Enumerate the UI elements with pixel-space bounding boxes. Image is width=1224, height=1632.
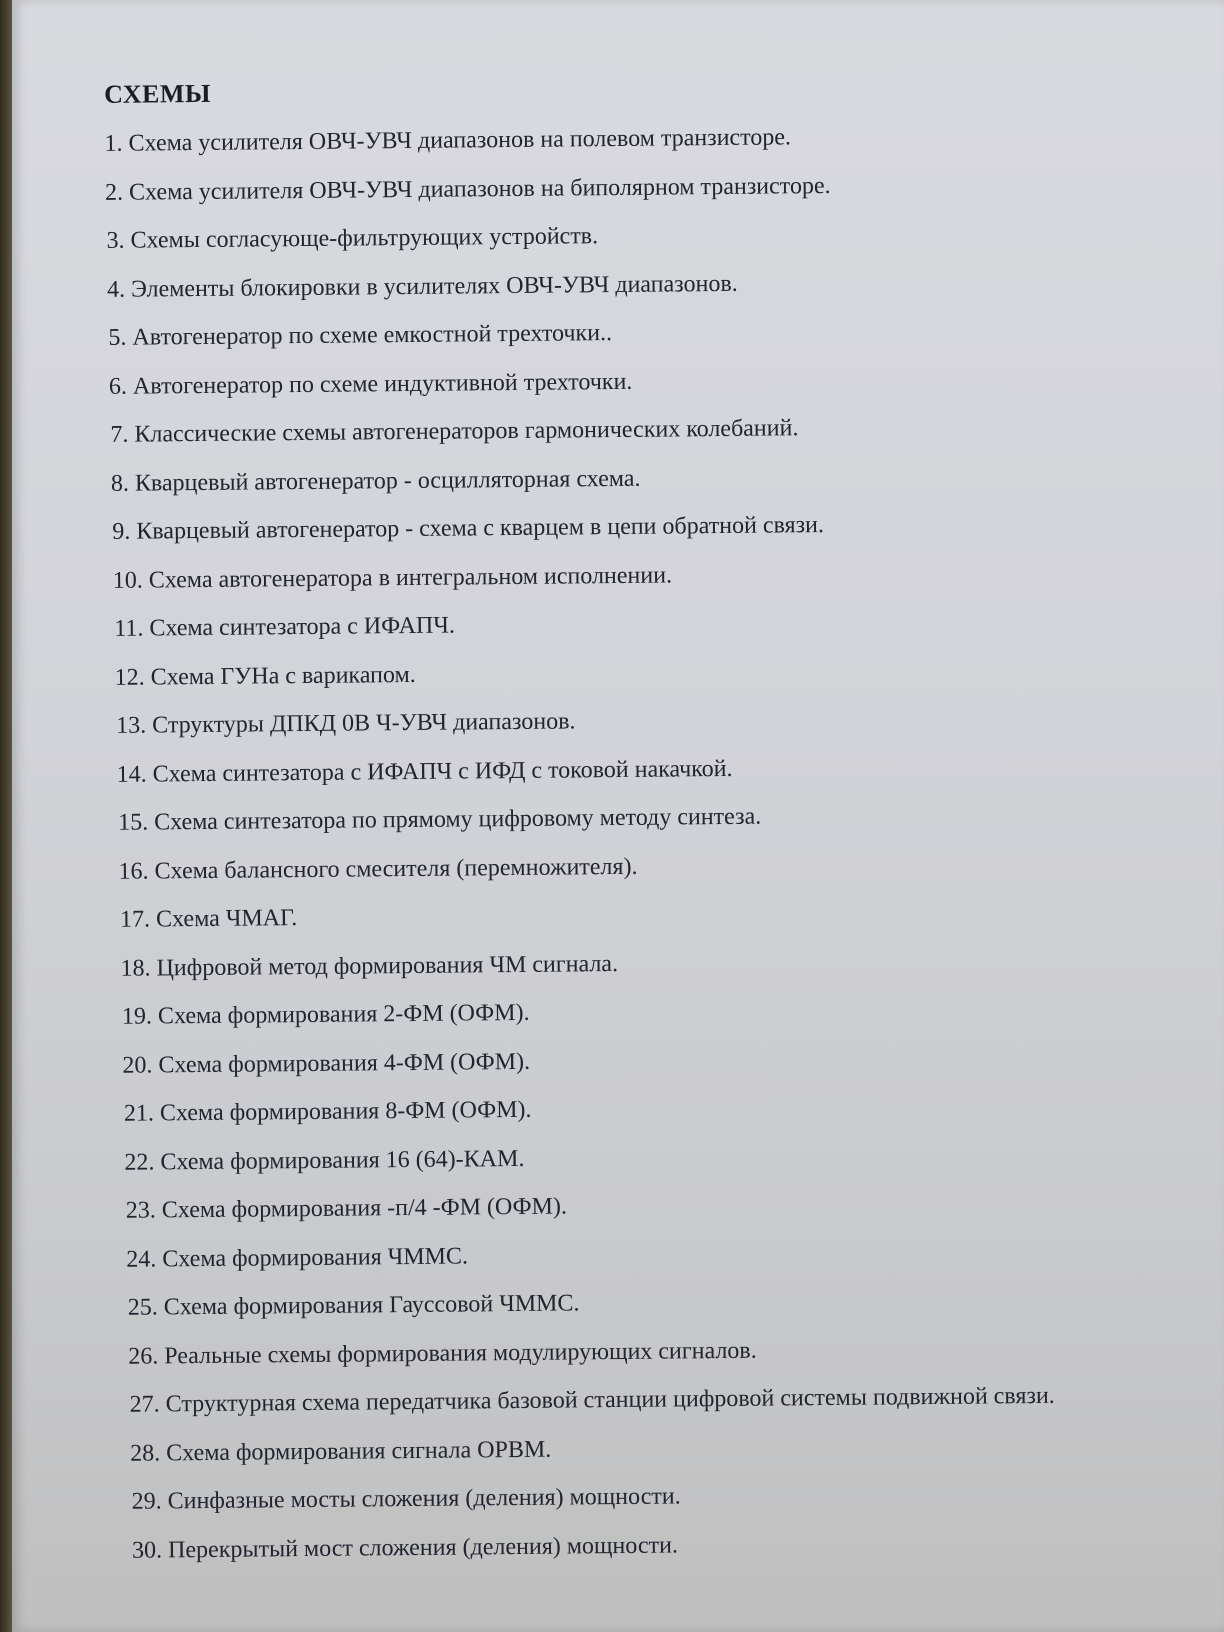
list-item: 4. Элементы блокировки в усилителях ОВЧ-УВЧ диапазонов. xyxy=(106,270,738,303)
document-content xyxy=(94,69,1218,1575)
list-item: 26. Реальные схемы формирования модулирующих сигналов. xyxy=(128,1337,757,1370)
list-item: 5. Автогенератор по схеме емкостной трехточки.. xyxy=(108,320,613,351)
list-item: 9. Кварцевый автогенератор - схема с кварцем в цепи обратной связи. xyxy=(112,512,825,545)
schemes-list xyxy=(94,109,1218,1575)
list-item: 24. Схема формирования ЧММС. xyxy=(126,1242,469,1273)
document-heading: СХЕМЫ xyxy=(103,78,212,109)
list-item: 2. Схема усилителя ОВЧ-УВЧ диапазонов на биполярном транзисторе. xyxy=(104,172,831,206)
background-edge xyxy=(0,0,12,1632)
list-item: 12. Схема ГУНа с варикапом. xyxy=(114,661,416,691)
list-item: 8. Кварцевый автогенератор - осцилляторная схема. xyxy=(110,465,641,497)
list-item: 16. Схема балансного смесителя (перемножителя). xyxy=(118,853,638,885)
list-item: 3. Схемы согласующе-фильтрующих устройств. xyxy=(106,223,599,254)
list-item: 21. Схема формирования 8-ФМ (ОФМ). xyxy=(123,1096,532,1127)
list-item: 25. Схема формирования Гауссовой ЧММС. xyxy=(127,1290,580,1321)
list-item: 13. Структуры ДПКД 0В Ч-УВЧ диапазонов. xyxy=(116,708,576,739)
list-item: 27. Структурная схема передатчика базовой станции цифровой системы подвижной связи. xyxy=(129,1382,1055,1418)
list-item: 6. Автогенератор по схеме индуктивной трехточки. xyxy=(108,368,633,400)
list-item: 11. Схема синтезатора с ИФАПЧ. xyxy=(114,612,456,642)
list-item: 20. Схема формирования 4-ФМ (ОФМ). xyxy=(122,1048,531,1079)
list-item: 18. Цифровой метод формирования ЧМ сигнала. xyxy=(120,950,619,982)
list-item: 29. Синфазные мосты сложения (деления) мощности. xyxy=(131,1483,681,1515)
list-item: 15. Схема синтезатора по прямому цифровому методу синтеза. xyxy=(118,803,762,836)
list-item: 19. Схема формирования 2-ФМ (ОФМ). xyxy=(121,999,530,1030)
list-item: 23. Схема формирования -п/4 -ФМ (ОФМ). xyxy=(125,1193,568,1224)
list-item: 7. Классические схемы автогенераторов гармонических колебаний. xyxy=(110,415,799,448)
paper-sheet xyxy=(12,0,1224,1632)
list-item: 1. Схема усилителя ОВЧ-УВЧ диапазонов на полевом транзисторе. xyxy=(104,124,792,157)
list-item: 17. Схема ЧМАГ. xyxy=(119,905,298,933)
list-item: 30. Перекрытый мост сложения (деления) мощности. xyxy=(131,1531,678,1564)
list-item: 28. Схема формирования сигнала ОРВМ. xyxy=(130,1436,552,1467)
list-item: 22. Схема формирования 16 (64)-КАМ. xyxy=(124,1145,525,1176)
list-item: 14. Схема синтезатора с ИФАПЧ с ИФД с токовой накачкой. xyxy=(116,755,733,788)
list-item: 10. Схема автогенератора в интегральном исполнении. xyxy=(112,561,673,594)
